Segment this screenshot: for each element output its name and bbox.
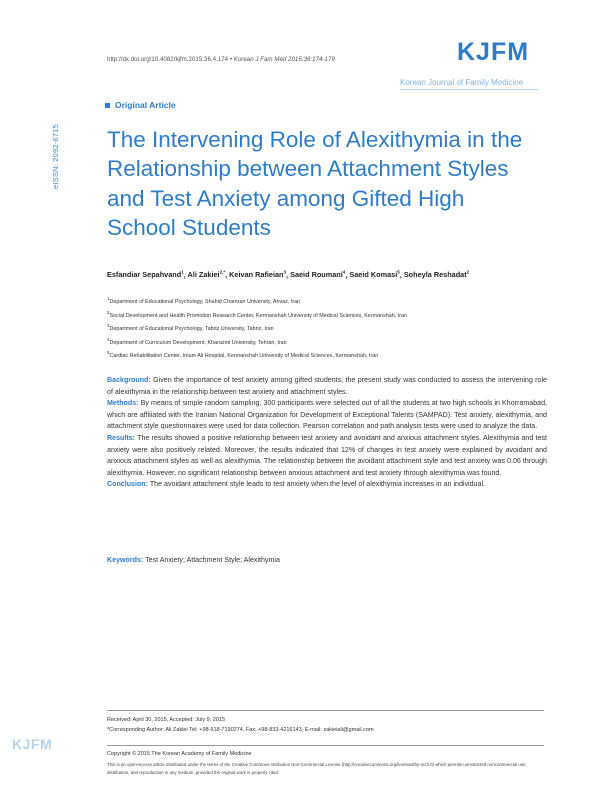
abstract-results: Results: The results showed a positive relationship between test anxiety and avoidant and anxious attachment styles. Alexithymia and test anxiety were also positively related. Moreover, the results indicated that 12% of changes in test anxiety were explained by avoidant and anxious attachment styles as well as alexithymia. The relationship between the avoidant attachment style and test anxiety was 0.06 through alexithymia. However, no significant relationship between anxious attachment and test anxiety through alexithymia was found.: [107, 433, 547, 477]
author: Ali Zakiei$^{2,*}$: [187, 270, 226, 280]
corresponding-line: *Corresponding Author: Ali Zakiei Tel: +98-918-7190274, Fax: +98-833-4216143, E-mail: zakieiali@gmail.com: [107, 727, 374, 733]
author: Soheyla Reshadat$^2$: [403, 270, 470, 280]
affiliation: $^2$Social Development and Health Promotion Research Center, Kermanshah University of Medical Sciences, Kermanshah, Iran: [107, 309, 408, 319]
footer-logo: KJFM: [12, 736, 53, 752]
affiliation-list: [107, 294, 547, 362]
author-list: Esfandiar Sepahvand$^1$, Ali Zakiei$^{2,*}$, Keivan Rafieian$^3$, Saeid Roumani$^4$, Saeid Komasi$^5$, Soheyla Reshadat$^2$: [107, 270, 470, 280]
article-type: [105, 100, 176, 110]
author: Keivan Rafieian$^3$: [229, 270, 287, 280]
author: Saeid Komasi$^5$: [349, 270, 400, 280]
affiliation: $^4$Department of Curriculum Development, Kharazmi University, Tehran, Iran: [107, 336, 287, 346]
abstract-conclusion: Conclusion: The avoidant attachment style leads to test anxiety when the level of alexithymia increases in an individual.: [107, 480, 485, 489]
received-line: Received: April 30, 2015, Accepted: July 9, 2015: [107, 717, 226, 723]
copyright: Copyright © 2015 The Korean Academy of Family Medicine: [107, 751, 252, 757]
abstract-methods: Methods: By means of simple random sampling, 300 participants were selected out of all the students at two high schools in Khorramabad, which are affiliated with the Iranian National Organization for Development of Exceptional Talents (SAMPAD). Test anxiety, alexithymia, and attachment style questionnaires were used for data collection. Pearson correlation and path analysis tests were used to analyze the data.: [107, 399, 547, 431]
journal-divider: [400, 89, 538, 90]
keywords: [107, 556, 547, 564]
square-bullet-icon: [105, 103, 110, 108]
doi-link[interactable]: http://dx.doi.org/10.4082/kjfm.2015.36.4.174: [107, 56, 229, 63]
journal-logo: KJFM: [457, 38, 530, 66]
author: Esfandiar Sepahvand$^1$: [107, 270, 184, 280]
article-type-label: Original Article: [115, 100, 176, 110]
keywords-text: Test Anxiety; Attachment Style; Alexithymia: [145, 556, 280, 564]
abstract-background: Background: Given the importance of test anxiety among gifted students, the present study was conducted to assess the intervening role of alexithymia in the relationship between test anxiety and attachment styles.: [107, 376, 547, 396]
article-title: The Intervening Role of Alexithymia in the Relationship between Attachment Styles and Test Anxiety among Gifted High School Students: [107, 127, 523, 240]
affiliation: $^5$Cardiac Rehabilitation Center, Imam Ali Hospital, Kermanshah University of Medical Sciences, Kermanshah, Iran: [107, 350, 379, 359]
journal-name: Korean Journal of Family Medicine: [400, 78, 524, 87]
doi-line: http://dx.doi.org/10.4082/kjfm.2015.36.4.174 • Korean J Fam Med 2015;36:174-179: [107, 56, 335, 63]
footer-divider: [107, 710, 544, 711]
eissn-label: eISSN: 2092-6715: [51, 124, 60, 189]
citation: Korean J Fam Med 2015;36:174-179: [233, 56, 335, 63]
author: Saeid Roumani$^4$: [290, 270, 346, 280]
affiliation: $^1$Department of Educational Psychology, Shahid Chamran University, Ahvaz, Iran: [107, 296, 301, 305]
license-text: This is an open-access article distributed under the terms of the Creative Commons Attribution Non-Commercial License (http://creativecommons.org/licenses/by-nc/3.0) which permits unrestricted noncommercial use, distribution, and reproduction in any medium, provided the original work is properly cited.: [107, 762, 527, 776]
footer-divider: [107, 745, 544, 746]
article-dates: [107, 715, 547, 735]
abstract: [107, 375, 547, 491]
keywords-label: Keywords:: [107, 556, 144, 564]
affiliation: $^3$Department of Educational Psychology, Tabriz University, Tabriz, Iran: [107, 323, 274, 332]
